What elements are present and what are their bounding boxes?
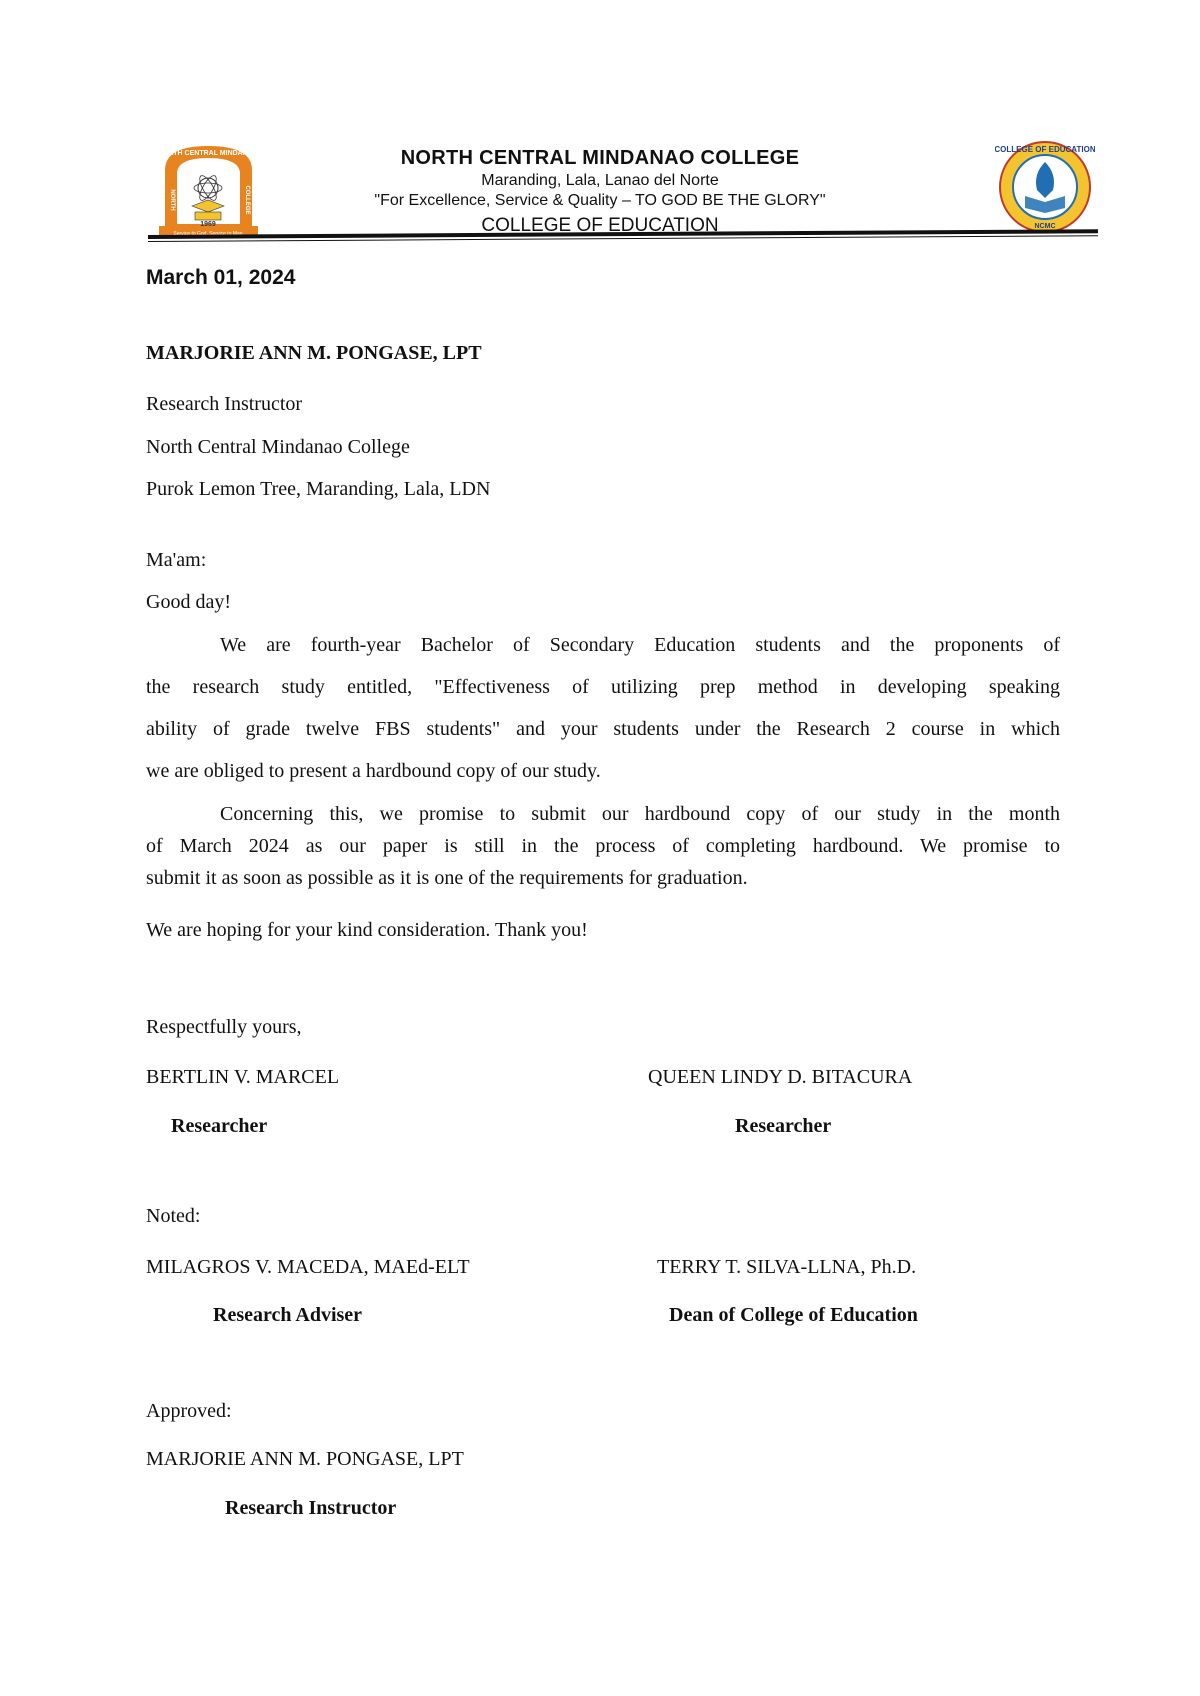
institution-motto: "For Excellence, Service & Quality – TO GOD BE THE GLORY" xyxy=(374,192,826,209)
college-name: COLLEGE OF EDUCATION xyxy=(481,215,719,236)
approver-role: Research Instructor xyxy=(225,1497,397,1519)
svg-text:NCMC: NCMC xyxy=(1034,223,1056,230)
paragraph-line: the research study entitled, "Effectiveness of utilizing prep method in developing speaking xyxy=(146,676,1060,698)
body-paragraph-1 xyxy=(146,634,1060,802)
researcher-1-role: Researcher xyxy=(171,1115,268,1137)
adviser-role: Research Adviser xyxy=(213,1304,363,1326)
dean-name: TERRY T. SILVA-LLNA, Ph.D. xyxy=(657,1256,917,1278)
adviser-name: MILAGROS V. MACEDA, MAEd-ELT xyxy=(146,1256,470,1278)
dean-role: Dean of College of Education xyxy=(669,1304,918,1326)
svg-text:COLLEGE: COLLEGE xyxy=(244,185,250,215)
recipient-address: Purok Lemon Tree, Maranding, Lala, LDN xyxy=(146,478,491,500)
body-paragraph-2 xyxy=(146,803,1060,899)
researcher-1-name: BERTLIN V. MARCEL xyxy=(146,1066,340,1088)
letter-date: March 01, 2024 xyxy=(146,266,296,289)
salutation: Ma'am: xyxy=(146,549,207,571)
svg-text:NORTH: NORTH xyxy=(169,189,175,211)
svg-text:COLLEGE OF EDUCATION: COLLEGE OF EDUCATION xyxy=(995,145,1095,154)
college-of-education-seal xyxy=(995,140,1095,235)
paragraph-line: of March 2024 as our paper is still in the process of completing hardbound. We promise to xyxy=(146,835,1060,857)
paragraph-line: we are obliged to present a hardbound copy of our study. xyxy=(146,760,601,782)
paragraph-line: ability of grade twelve FBS students" and your students under the Research 2 course in which xyxy=(146,718,1060,740)
approver-name: MARJORIE ANN M. PONGASE, LPT xyxy=(146,1448,464,1470)
closing-line: We are hoping for your kind consideration. Thank you! xyxy=(146,919,588,941)
paragraph-line: submit it as soon as possible as it is one of the requirements for graduation. xyxy=(146,867,748,889)
recipient-name: MARJORIE ANN M. PONGASE, LPT xyxy=(146,342,482,364)
recipient-org: North Central Mindanao College xyxy=(146,436,410,458)
institution-name: NORTH CENTRAL MINDANAO COLLEGE xyxy=(400,147,800,169)
recipient-title: Research Instructor xyxy=(146,393,303,415)
svg-text:Service to God, Service to Man: Service to God, Service to Man xyxy=(173,231,243,237)
svg-text:NORTH CENTRAL MINDANAO: NORTH CENTRAL MINDANAO xyxy=(157,150,259,157)
paragraph-line: We are fourth-year Bachelor of Secondary Education students and the proponents of xyxy=(220,634,1060,656)
paragraph-line: Concerning this, we promise to submit our hardbound copy of our study in the month xyxy=(220,803,1060,825)
researcher-2-role: Researcher xyxy=(735,1115,832,1137)
complimentary-close: Respectfully yours, xyxy=(146,1016,302,1038)
institution-address: Maranding, Lala, Lanao del Norte xyxy=(481,172,719,189)
svg-text:1969: 1969 xyxy=(200,221,216,228)
greeting: Good day! xyxy=(146,591,231,613)
approved-label: Approved: xyxy=(146,1400,232,1422)
noted-label: Noted: xyxy=(146,1205,201,1227)
ncmc-logo xyxy=(157,140,260,240)
researcher-2-name: QUEEN LINDY D. BITACURA xyxy=(648,1066,913,1088)
